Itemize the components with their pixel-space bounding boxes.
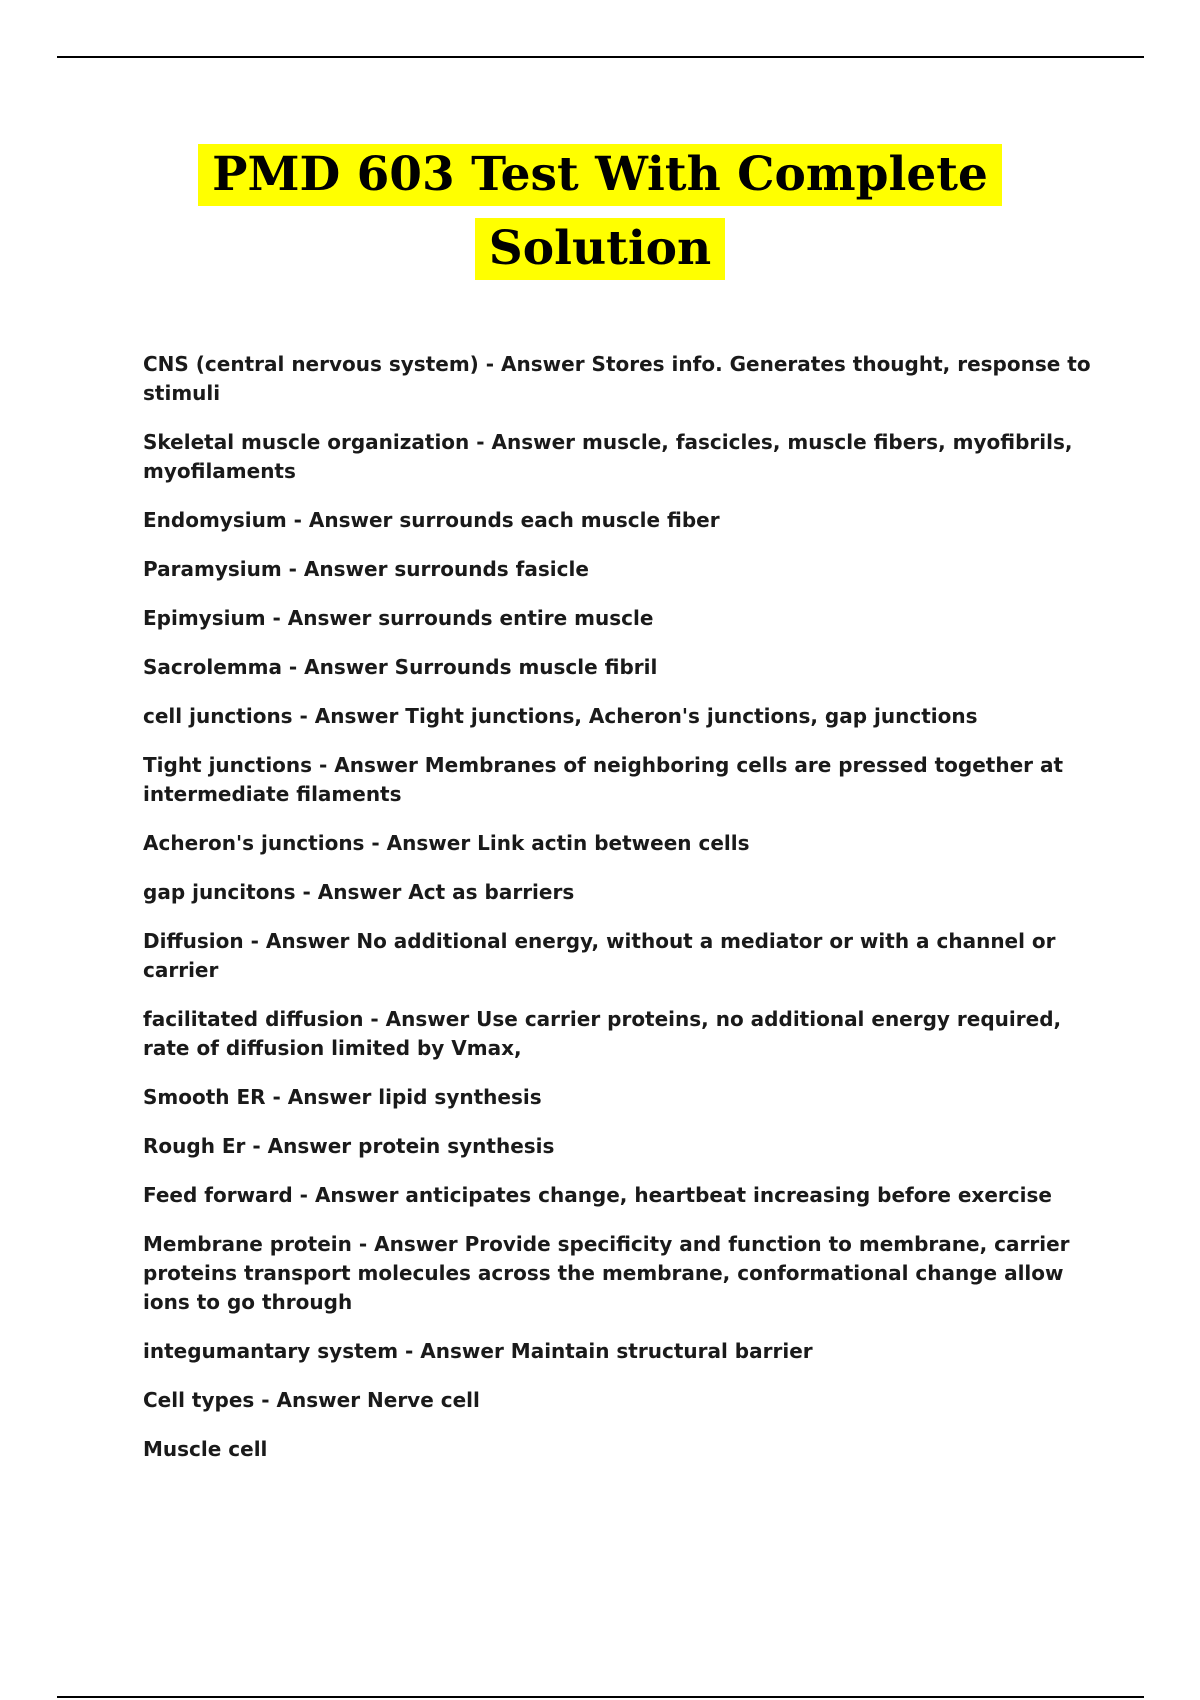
qa-list [143, 350, 1093, 1484]
list-item: Tight junctions - Answer Membranes of neighboring cells are pressed together at intermediate filaments [143, 753, 1064, 806]
list-item: Sacrolemma - Answer Surrounds muscle fibril [143, 655, 658, 679]
list-item: Skeletal muscle organization - Answer muscle, fascicles, muscle fibers, myofibrils, myofilaments [143, 430, 1073, 483]
title-line-2: Solution [475, 218, 725, 280]
list-item: Muscle cell [143, 1437, 268, 1461]
list-item: CNS (central nervous system) - Answer Stores info. Generates thought, response to stimuli [143, 352, 1091, 405]
list-item: Cell types - Answer Nerve cell [143, 1388, 480, 1412]
list-item: Acheron's junctions - Answer Link actin between cells [143, 831, 750, 855]
list-item: Membrane protein - Answer Provide specificity and function to membrane, carrier proteins transport molecules across the membrane, conformational change allow ions to go through [143, 1232, 1070, 1314]
list-item: Feed forward - Answer anticipates change, heartbeat increasing before exercise [143, 1183, 1052, 1207]
list-item: Epimysium - Answer surrounds entire muscle [143, 606, 654, 630]
list-item: Diffusion - Answer No additional energy, without a mediator or with a channel or carrier [143, 929, 1056, 982]
list-item: cell junctions - Answer Tight junctions, Acheron's junctions, gap junctions [143, 704, 978, 728]
list-item: gap juncitons - Answer Act as barriers [143, 880, 575, 904]
list-item: Smooth ER - Answer lipid synthesis [143, 1085, 542, 1109]
list-item: Paramysium - Answer surrounds fasicle [143, 557, 589, 581]
bottom-rule [57, 1696, 1144, 1698]
top-rule [57, 56, 1144, 58]
list-item: Rough Er - Answer protein synthesis [143, 1134, 555, 1158]
title-line-1: PMD 603 Test With Complete [198, 144, 1002, 206]
page-title [0, 140, 1200, 288]
list-item: integumantary system - Answer Maintain structural barrier [143, 1339, 813, 1363]
list-item: Endomysium - Answer surrounds each muscle fiber [143, 508, 720, 532]
list-item: facilitated diffusion - Answer Use carrier proteins, no additional energy required, rate of diffusion limited by Vmax, [143, 1007, 1062, 1060]
